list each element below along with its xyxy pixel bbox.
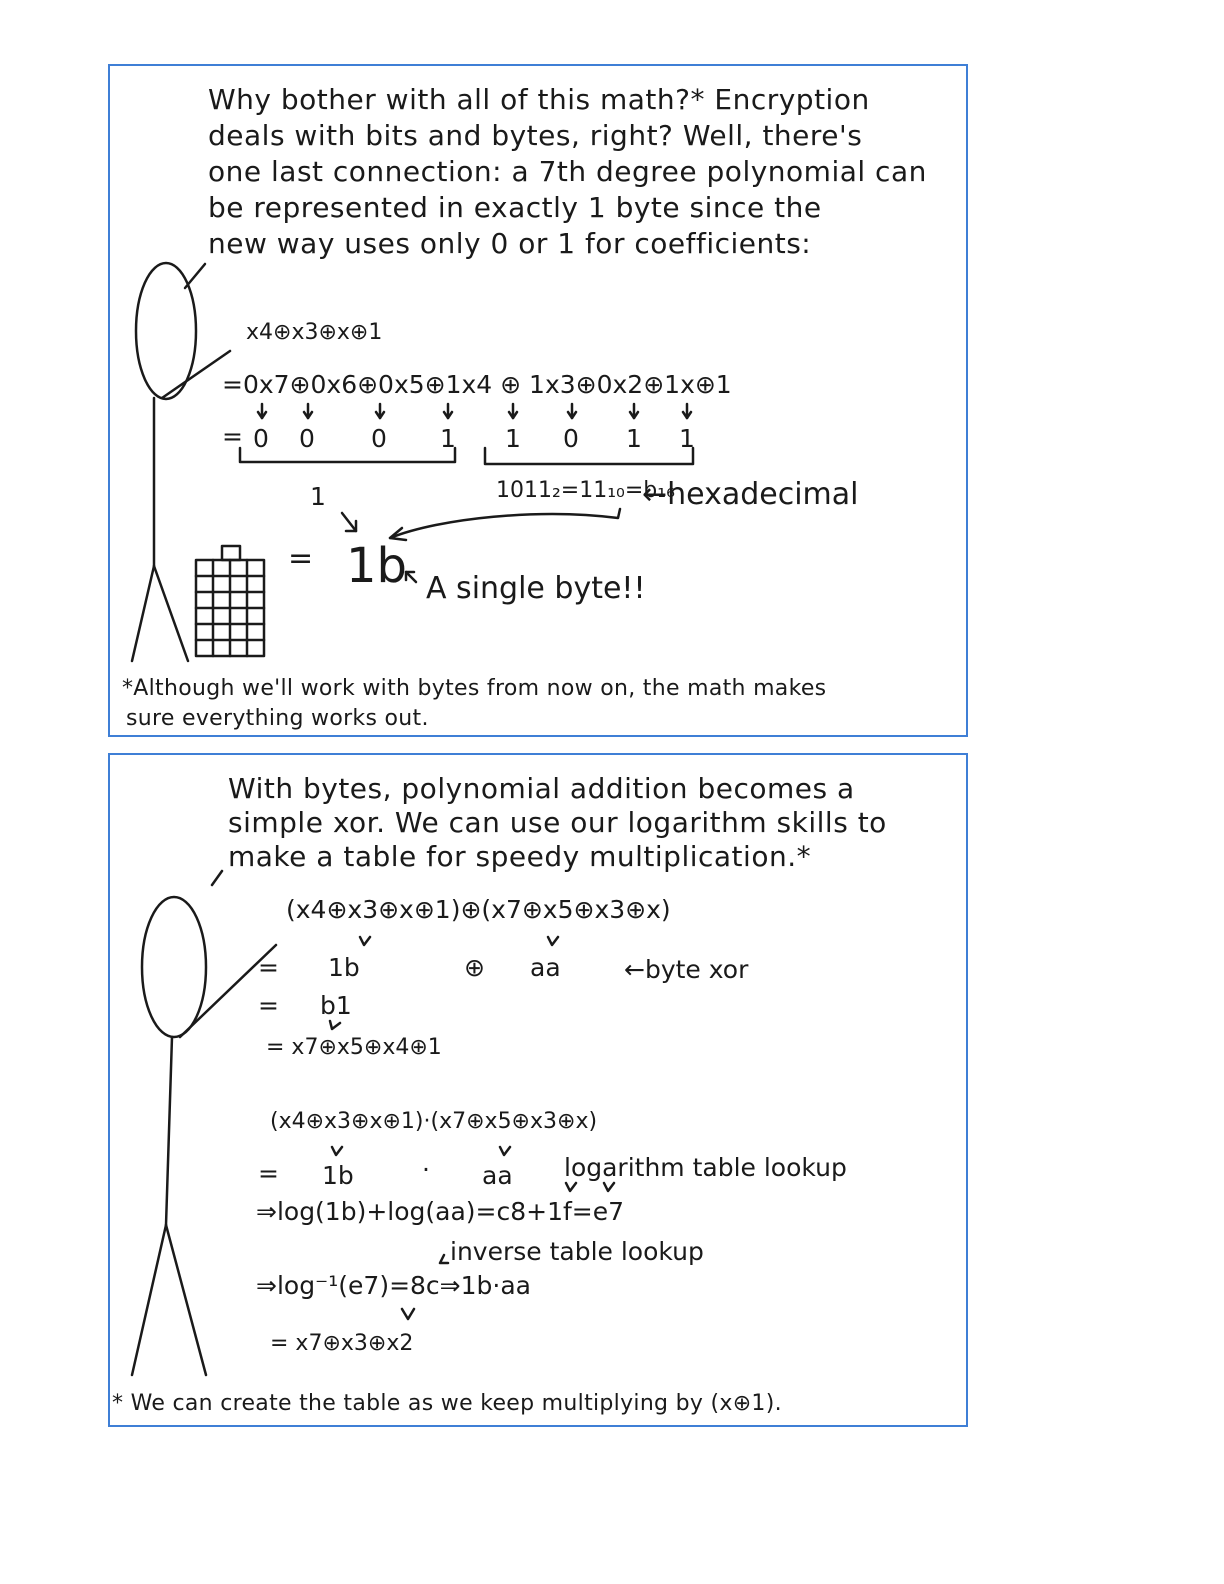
bit-3: 1 — [505, 424, 521, 453]
footnote-line-1: *Although we'll work with bytes from now on, the math makes — [122, 676, 827, 701]
bit-5: 0 — [371, 424, 387, 453]
high-nibble: 1 — [310, 482, 326, 511]
inverse-line: ⇒log⁻¹(e7)=8c⇒1b·aa — [256, 1271, 531, 1300]
bit-2: 0 — [563, 424, 579, 453]
byte-value: 1b — [346, 538, 408, 594]
multiplication-polynomial: = x7⊕x3⊕x2 — [270, 1331, 414, 1356]
logarithm-note: logarithm table lookup — [564, 1153, 847, 1182]
grid-icon — [196, 546, 264, 656]
mul-operand-2: aa — [482, 1161, 513, 1190]
intro-line-3: one last connection: a 7th degree polynomial can — [208, 155, 927, 188]
byte-xor-note: ←byte xor — [624, 955, 749, 984]
comic-panel-1 — [108, 64, 968, 737]
equals-1: = — [258, 953, 279, 982]
equals-sign: = — [288, 541, 314, 576]
multiplication-expression: (x4⊕x3⊕x⊕1)·(x7⊕x5⊕x3⊕x) — [270, 1109, 598, 1134]
equals-3: = — [258, 1159, 279, 1188]
log-line: ⇒log(1b)+log(aa)=c8+1f=e7 — [256, 1197, 625, 1226]
down-arrows — [258, 404, 691, 418]
bit-4: 1 — [440, 424, 456, 453]
intro-line-1: With bytes, polynomial addition becomes a — [228, 772, 855, 805]
equals-2: = — [258, 991, 279, 1020]
intro-line-2: deals with bits and bytes, right? Well, there's — [208, 119, 863, 152]
intro-line-1: Why bother with all of this math?* Encryption — [208, 83, 870, 116]
add-operator: ⊕ — [464, 953, 485, 982]
add-operand-1: 1b — [328, 953, 360, 982]
single-byte-label: A single byte!! — [426, 571, 646, 606]
expanded-polynomial: =0x7⊕0x6⊕0x5⊕1x4 ⊕ 1x3⊕0x2⊕1x⊕1 — [222, 370, 732, 399]
low-nibble-conversion: 1011₂=11₁₀=b₁₆ — [496, 478, 675, 503]
hexadecimal-label: ←hexadecimal — [642, 477, 859, 512]
bit-7: 0 — [253, 424, 269, 453]
comic-panel-2 — [108, 753, 968, 1427]
footnote: * We can create the table as we keep multiplying by (x⊕1). — [112, 1391, 782, 1416]
bit-1: 1 — [626, 424, 642, 453]
polynomial: x4⊕x3⊕x⊕1 — [246, 320, 383, 345]
add-operand-2: aa — [530, 953, 561, 982]
addition-expression: (x4⊕x3⊕x⊕1)⊕(x7⊕x5⊕x3⊕x) — [286, 895, 671, 924]
bit-0: 1 — [679, 424, 695, 453]
intro-line-3: make a table for speedy multiplication.* — [228, 840, 812, 873]
bits-prefix: = — [222, 422, 243, 451]
intro-line-2: simple xor. We can use our logarithm skills to — [228, 806, 887, 839]
footnote-line-2: sure everything works out. — [126, 706, 429, 731]
intro-line-4: be represented in exactly 1 byte since the — [208, 191, 822, 224]
inverse-note: inverse table lookup — [450, 1237, 704, 1266]
add-result: b1 — [320, 991, 352, 1020]
mul-operand-1: 1b — [322, 1161, 354, 1190]
intro-line-5: new way uses only 0 or 1 for coefficients: — [208, 227, 812, 260]
bit-6: 0 — [299, 424, 315, 453]
addition-polynomial: = x7⊕x5⊕x4⊕1 — [266, 1035, 442, 1060]
mul-operator: · — [422, 1155, 430, 1184]
